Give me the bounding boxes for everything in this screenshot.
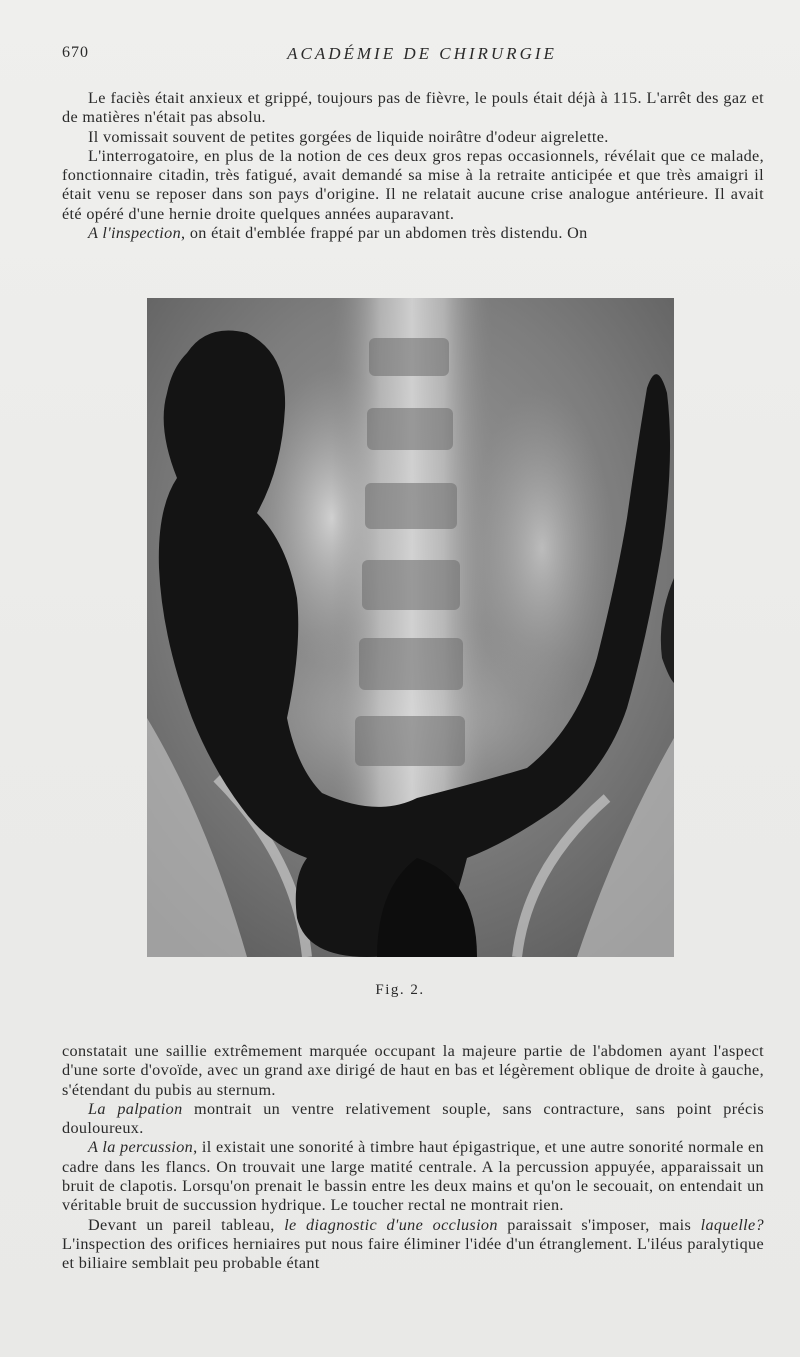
paragraph: Le faciès était anxieux et grippé, toujours pas de fièvre, le pouls était déjà à 115. L'arrêt des gaz et de matières n'était pas absolu.	[62, 89, 764, 127]
running-head	[62, 44, 762, 68]
paragraph: A la percussion, il existait une sonorité à timbre haut épigastrique, et une autre sonorité normale en cadre dans les flancs. On trouvait une large matité centrale. A la percussion appuyée, apparaissait un bruit de clapotis. Lorsqu'on prenait le bassin entre les deux mains et qu'on le secouait, on entendait un véritable bruit de succussion hydrique. Le toucher rectal ne montrait rien.	[62, 1138, 764, 1215]
paragraph: constatait une saillie extrêmement marquée occupant la majeure partie de l'abdomen ayant l'aspect d'une sorte d'ovoïde, avec un grand axe dirigé de haut en bas et légèrement oblique de droite à gauche, s'étendant du pubis au sternum.	[62, 1042, 764, 1099]
page-number: 670	[62, 44, 89, 61]
xray-figure	[147, 298, 674, 957]
text-block-after-figure	[62, 1042, 764, 1274]
emphasis: La palpation	[88, 1099, 183, 1118]
xray-image	[147, 298, 674, 957]
emphasis: laquelle?	[700, 1215, 764, 1234]
emphasis: A l'inspection	[88, 224, 182, 243]
figure-caption: Fig. 2.	[375, 982, 425, 998]
paragraph: Il vomissait souvent de petites gorgées de liquide noirâtre d'odeur aigrelette.	[88, 127, 609, 146]
paragraph: L'interrogatoire, en plus de la notion de ces deux gros repas occasionnels, révélait que ce malade, fonctionnaire citadin, très fatigué, avait demandé sa mise à la retraite anticipée et que très amaigri il était venu se reposer dans son pays d'origine. Il ne relatait aucune crise analogue antérieure. Il avait été opéré d'une hernie droite quelques années auparavant.	[62, 146, 764, 223]
paragraph: A l'inspection, on était d'emblée frappé par un abdomen très distendu. On	[88, 224, 588, 243]
emphasis: le diagnostic d'une occlusion	[284, 1215, 498, 1234]
text-block-before-figure	[62, 89, 764, 243]
paragraph: La palpation montrait un ventre relativement souple, sans contracture, sans point précis douloureux.	[62, 1099, 765, 1138]
emphasis: A la percussion	[88, 1138, 194, 1157]
paragraph: Devant un pareil tableau, le diagnostic d'une occlusion paraissait s'imposer, mais laquelle? L'inspection des orifices herniaires put nous faire éliminer l'idée d'un étranglement. L'iléus paralytique et biliaire semblait peu probable étant	[62, 1215, 764, 1273]
journal-title: ACADÉMIE DE CHIRURGIE	[287, 44, 557, 63]
